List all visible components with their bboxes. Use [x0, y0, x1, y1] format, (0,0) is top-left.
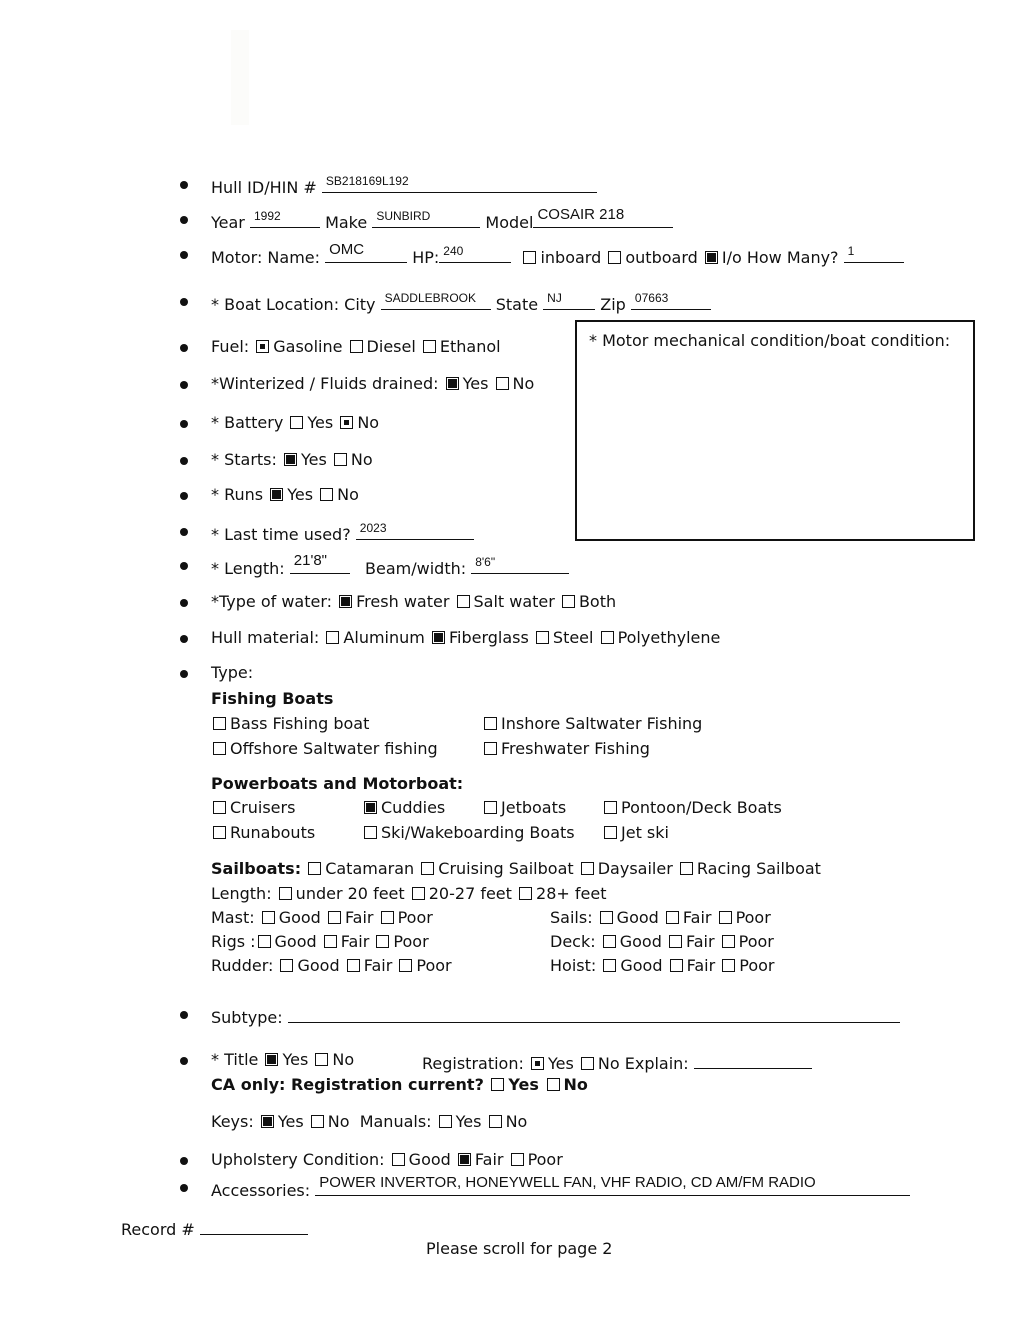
good-label: Good [297, 956, 340, 975]
cruising-sail-label: Cruising Sailboat [438, 859, 574, 878]
polyethylene-label: Polyethylene [617, 628, 721, 647]
year-field[interactable] [250, 209, 320, 228]
poor-label: Poor [739, 956, 775, 975]
ca-yes-label: Yes [508, 1075, 539, 1094]
daysailer-label: Daysailer [597, 859, 673, 878]
manuals-no-checkbox[interactable] [489, 1115, 502, 1128]
fair-label: Fair [686, 956, 716, 975]
model-label: Model [485, 213, 534, 232]
fair-label: Fair [685, 932, 715, 951]
ethanol-checkbox[interactable] [423, 340, 436, 353]
runabouts-checkbox[interactable] [213, 826, 226, 839]
inboard-checkbox[interactable] [523, 251, 536, 264]
motor-row [211, 241, 904, 267]
upholstery-poor-checkbox[interactable] [511, 1153, 524, 1166]
ca-label: CA only: Registration current? [211, 1075, 484, 1094]
io-checkbox[interactable] [705, 251, 718, 264]
fiberglass-label: Fiberglass [448, 628, 529, 647]
bullet [180, 1157, 188, 1165]
runs-yes-label: Yes [287, 485, 314, 504]
battery-yes-checkbox[interactable] [290, 416, 303, 429]
rudder-good-checkbox[interactable] [280, 959, 293, 972]
sails-row [550, 908, 771, 927]
make-value: SUNBIRD [376, 209, 431, 223]
registration-label: Registration: [422, 1054, 524, 1073]
catamaran-checkbox[interactable] [308, 862, 321, 875]
upholstery-fair-checkbox[interactable] [458, 1153, 471, 1166]
bullet [180, 298, 188, 306]
rigs-good-checkbox[interactable] [258, 935, 271, 948]
rudder-row [211, 956, 452, 975]
poor-label: Poor [393, 932, 429, 951]
keys-yes-label: Yes [277, 1112, 304, 1131]
length-field[interactable] [290, 552, 350, 574]
state-value: NJ [547, 291, 562, 305]
jetboats-label: Jetboats [501, 798, 567, 817]
title-yes-label: Yes [282, 1050, 309, 1069]
year-value: 1992 [253, 209, 281, 223]
battery-label: * Battery [211, 413, 284, 432]
good-label: Good [619, 932, 662, 951]
location-label: * Boat Location: City [211, 295, 376, 314]
last-used-row [211, 521, 474, 544]
make-label: Make [325, 213, 368, 232]
sail-heading: Sailboats: [211, 859, 302, 878]
mast-poor-checkbox[interactable] [381, 911, 394, 924]
beam-field[interactable] [471, 555, 569, 574]
ski-label: Ski/Wakeboarding Boats [381, 823, 575, 842]
winterized-row [211, 374, 534, 393]
battery-no-checkbox[interactable] [340, 416, 353, 429]
bullet [180, 344, 188, 352]
model-field[interactable] [533, 206, 673, 228]
starts-label: * Starts: [211, 450, 277, 469]
fuel-row [211, 337, 501, 356]
cruising-sail-checkbox[interactable] [421, 862, 434, 875]
keys-no-label: No [327, 1112, 350, 1131]
rudder-label: Rudder: [211, 956, 274, 975]
title-no-label: No [332, 1050, 355, 1069]
sails-poor-checkbox[interactable] [719, 911, 732, 924]
ca-row [211, 1075, 588, 1094]
offshore-checkbox[interactable] [213, 742, 226, 755]
cruisers-checkbox[interactable] [213, 801, 226, 814]
upholstery-row [211, 1150, 563, 1169]
28plus-label: 28+ feet [536, 884, 607, 903]
offshore-label: Offshore Saltwater fishing [230, 739, 438, 758]
runabouts-option [211, 823, 315, 842]
poor-label: Poor [735, 908, 771, 927]
zip-field[interactable] [631, 291, 711, 310]
keys-yes-checkbox[interactable] [261, 1115, 274, 1128]
accessories-row [211, 1174, 910, 1200]
water-row [211, 592, 616, 611]
deck-row [550, 932, 774, 951]
fuel-label: Fuel: [211, 337, 250, 356]
aluminum-label: Aluminum [343, 628, 425, 647]
deck-poor-checkbox[interactable] [722, 935, 735, 948]
keys-no-checkbox[interactable] [311, 1115, 324, 1128]
racing-label: Racing Sailboat [696, 859, 821, 878]
beam-value: 8'6" [475, 555, 496, 569]
runs-no-checkbox[interactable] [320, 488, 333, 501]
state-label: State [495, 295, 539, 314]
ethanol-label: Ethanol [439, 337, 501, 356]
rigs-row [211, 932, 429, 951]
power-heading: Powerboats and Motorboat: [211, 774, 464, 793]
poor-label: Poor [738, 932, 774, 951]
manuals-no-label: No [505, 1112, 528, 1131]
inshore-label: Inshore Saltwater Fishing [501, 714, 703, 733]
city-field[interactable] [381, 291, 491, 310]
battery-yes-label: Yes [307, 413, 334, 432]
ski-option [362, 823, 575, 842]
io-label: I/o How Many? [721, 248, 839, 267]
count-field[interactable] [844, 244, 904, 263]
cruisers-label: Cruisers [230, 798, 296, 817]
fair-label: Fair [682, 908, 712, 927]
subtype-row [211, 1004, 900, 1027]
last-used-label: * Last time used? [211, 525, 351, 544]
location-row [211, 291, 711, 314]
aluminum-checkbox[interactable] [326, 631, 339, 644]
year-row [211, 206, 673, 232]
bullet [180, 635, 188, 643]
bass-option [211, 714, 369, 733]
battery-no-label: No [357, 413, 380, 432]
runs-label: * Runs [211, 485, 264, 504]
hp-value: 240 [443, 244, 464, 258]
upholstery-label: Upholstery Condition: [211, 1150, 385, 1169]
diesel-label: Diesel [366, 337, 416, 356]
hull-field[interactable] [322, 174, 597, 193]
28plus-checkbox[interactable] [519, 887, 532, 900]
zip-value: 07663 [634, 291, 669, 305]
diesel-checkbox[interactable] [350, 340, 363, 353]
outboard-label: outboard [625, 248, 698, 267]
runs-row [211, 485, 359, 504]
motor-name-value: OMC [329, 241, 365, 258]
registration-row [422, 1050, 812, 1073]
hp-field[interactable] [439, 244, 511, 263]
pontoon-label: Pontoon/Deck Boats [621, 798, 782, 817]
cuddies-option [362, 798, 445, 817]
salt-checkbox[interactable] [457, 595, 470, 608]
racing-checkbox[interactable] [680, 862, 693, 875]
record-label: Record # [121, 1220, 195, 1239]
fiberglass-checkbox[interactable] [432, 631, 445, 644]
ca-yes-checkbox[interactable] [491, 1078, 504, 1091]
jetboats-checkbox[interactable] [484, 801, 497, 814]
scan-artifact [231, 30, 249, 125]
under20-label: under 20 feet [295, 884, 405, 903]
zip-label: Zip [600, 295, 626, 314]
cuddies-label: Cuddies [381, 798, 446, 817]
deck-good-checkbox[interactable] [603, 935, 616, 948]
sails-label: Sails: [550, 908, 593, 927]
poor-label: Poor [397, 908, 433, 927]
accessories-value: POWER INVERTOR, HONEYWELL FAN, VHF RADIO, CD AM/FM RADIO [319, 1174, 816, 1191]
manuals-yes-label: Yes [455, 1112, 482, 1131]
sail-length-label: Length: [211, 884, 272, 903]
hull-material-label: Hull material: [211, 628, 320, 647]
gasoline-label: Gasoline [273, 337, 343, 356]
fishing-heading: Fishing Boats [211, 689, 334, 708]
beam-label: Beam/width: [365, 559, 467, 578]
gasoline-checkbox[interactable] [256, 340, 269, 353]
jetski-label: Jet ski [621, 823, 669, 842]
hoist-good-checkbox[interactable] [603, 959, 616, 972]
manuals-label: Manuals: [359, 1112, 432, 1131]
inshore-checkbox[interactable] [484, 717, 497, 730]
bullet [180, 670, 188, 678]
upholstery-fair-label: Fair [474, 1150, 504, 1169]
hoist-poor-checkbox[interactable] [722, 959, 735, 972]
inboard-label: inboard [540, 248, 602, 267]
title-no-checkbox[interactable] [315, 1053, 328, 1066]
bullet [180, 251, 188, 259]
starts-no-label: No [350, 450, 373, 469]
good-label: Good [620, 956, 663, 975]
length-label: * Length: [211, 559, 285, 578]
manuals-yes-checkbox[interactable] [439, 1115, 452, 1128]
registration-no-checkbox[interactable] [581, 1057, 594, 1070]
good-label: Good [616, 908, 659, 927]
rudder-fair-checkbox[interactable] [347, 959, 360, 972]
bullet [180, 1011, 188, 1019]
runs-yes-checkbox[interactable] [270, 488, 283, 501]
accessories-label: Accessories: [211, 1181, 311, 1200]
bullet [180, 1184, 188, 1192]
winterized-no-label: No [512, 374, 535, 393]
hull-label: Hull ID/HIN # [211, 178, 317, 197]
keys-row [211, 1112, 527, 1131]
water-label: *Type of water: [211, 592, 333, 611]
hull-row [211, 174, 597, 197]
record-row [121, 1216, 308, 1239]
outboard-checkbox[interactable] [608, 251, 621, 264]
sail-length-row [211, 884, 606, 903]
title-yes-checkbox[interactable] [265, 1053, 278, 1066]
freshwater-option [482, 739, 650, 758]
rigs-fair-checkbox[interactable] [324, 935, 337, 948]
subtype-field[interactable] [288, 1004, 900, 1023]
runs-no-label: No [337, 485, 359, 504]
jetboats-option [482, 798, 566, 817]
starts-yes-checkbox[interactable] [284, 453, 297, 466]
year-label: Year [211, 213, 245, 232]
deck-label: Deck: [550, 932, 596, 951]
count-value: 1 [847, 244, 855, 258]
bullet [180, 216, 188, 224]
offshore-option [211, 739, 438, 758]
last-used-field[interactable] [356, 521, 474, 540]
condition-box-label: * Motor mechanical condition/boat condition: [589, 331, 951, 350]
winterized-no-checkbox[interactable] [496, 377, 509, 390]
registration-yes-checkbox[interactable] [531, 1057, 544, 1070]
freshwater-label: Freshwater Fishing [501, 739, 650, 758]
20to27-checkbox[interactable] [412, 887, 425, 900]
bullet [180, 599, 188, 607]
under20-checkbox[interactable] [279, 887, 292, 900]
make-field[interactable] [372, 209, 480, 228]
length-value: 21'8" [293, 552, 327, 569]
upholstery-good-checkbox[interactable] [392, 1153, 405, 1166]
hp-label: HP: [412, 248, 440, 267]
pontoon-option [602, 798, 782, 817]
record-field[interactable] [200, 1216, 308, 1235]
upholstery-good-label: Good [408, 1150, 451, 1169]
runabouts-label: Runabouts [230, 823, 316, 842]
keys-label: Keys: [211, 1112, 254, 1131]
registration-explain-field[interactable] [694, 1050, 812, 1069]
title-label: * Title [211, 1050, 259, 1069]
jetski-checkbox[interactable] [604, 826, 617, 839]
mast-row [211, 908, 433, 927]
catamaran-label: Catamaran [325, 859, 415, 878]
fresh-label: Fresh water [356, 592, 450, 611]
bullet [180, 457, 188, 465]
pontoon-checkbox[interactable] [604, 801, 617, 814]
bullet [180, 181, 188, 189]
accessories-field[interactable] [315, 1174, 910, 1196]
starts-no-checkbox[interactable] [334, 453, 347, 466]
poor-label: Poor [416, 956, 452, 975]
subtype-label: Subtype: [211, 1008, 283, 1027]
sailboats-row [211, 859, 821, 878]
registration-yes-label: Yes [547, 1054, 574, 1073]
bullet [180, 381, 188, 389]
length-row [211, 552, 569, 578]
winterized-yes-checkbox[interactable] [446, 377, 459, 390]
good-label: Good [274, 932, 317, 951]
both-label: Both [578, 592, 617, 611]
steel-checkbox[interactable] [536, 631, 549, 644]
rigs-poor-checkbox[interactable] [376, 935, 389, 948]
condition-box[interactable] [575, 320, 975, 541]
hoist-label: Hoist: [550, 956, 597, 975]
winterized-label: *Winterized / Fluids drained: [211, 374, 439, 393]
winterized-yes-label: Yes [462, 374, 489, 393]
state-field[interactable] [543, 291, 595, 310]
hoist-row [550, 956, 774, 975]
inshore-option [482, 714, 702, 733]
freshwater-checkbox[interactable] [484, 742, 497, 755]
steel-label: Steel [552, 628, 594, 647]
polyethylene-checkbox[interactable] [601, 631, 614, 644]
upholstery-poor-label: Poor [527, 1150, 563, 1169]
rigs-label: Rigs : [211, 932, 256, 951]
cuddies-checkbox[interactable] [364, 801, 377, 814]
bullet [180, 1057, 188, 1065]
bullet [180, 562, 188, 570]
footer-note: Please scroll for page 2 [426, 1239, 613, 1258]
cruisers-option [211, 798, 295, 817]
fair-label: Fair [340, 932, 370, 951]
good-label: Good [278, 908, 321, 927]
motor-label: Motor: Name: [211, 248, 321, 267]
daysailer-checkbox[interactable] [581, 862, 594, 875]
salt-label: Salt water [473, 592, 555, 611]
last-used-value: 2023 [359, 521, 387, 535]
model-value: COSAIR 218 [537, 206, 625, 223]
fresh-checkbox[interactable] [339, 595, 352, 608]
deck-fair-checkbox[interactable] [669, 935, 682, 948]
bullet [180, 420, 188, 428]
ca-no-label: No [563, 1075, 588, 1094]
20to27-label: 20-27 feet [428, 884, 512, 903]
starts-row [211, 450, 373, 469]
bullet [180, 492, 188, 500]
hoist-fair-checkbox[interactable] [670, 959, 683, 972]
sails-good-checkbox[interactable] [600, 911, 613, 924]
mast-good-checkbox[interactable] [262, 911, 275, 924]
hull-value: SB218169L192 [325, 174, 409, 188]
ski-checkbox[interactable] [364, 826, 377, 839]
city-value: SADDLEBROOK [384, 291, 476, 305]
motor-name-field[interactable] [325, 241, 407, 263]
registration-no-label: No Explain: [597, 1054, 689, 1073]
fair-label: Fair [363, 956, 393, 975]
ca-no-checkbox[interactable] [547, 1078, 560, 1091]
fair-label: Fair [344, 908, 374, 927]
bass-label: Bass Fishing boat [230, 714, 370, 733]
mast-fair-checkbox[interactable] [328, 911, 341, 924]
bass-checkbox[interactable] [213, 717, 226, 730]
battery-row [211, 413, 379, 432]
starts-yes-label: Yes [301, 450, 327, 469]
type-label: Type: [211, 663, 254, 682]
title-row [211, 1050, 354, 1069]
mast-label: Mast: [211, 908, 255, 927]
hull-material-row [211, 628, 720, 647]
jetski-option [602, 823, 669, 842]
both-checkbox[interactable] [562, 595, 575, 608]
rudder-poor-checkbox[interactable] [399, 959, 412, 972]
bullet [180, 528, 188, 536]
sails-fair-checkbox[interactable] [666, 911, 679, 924]
